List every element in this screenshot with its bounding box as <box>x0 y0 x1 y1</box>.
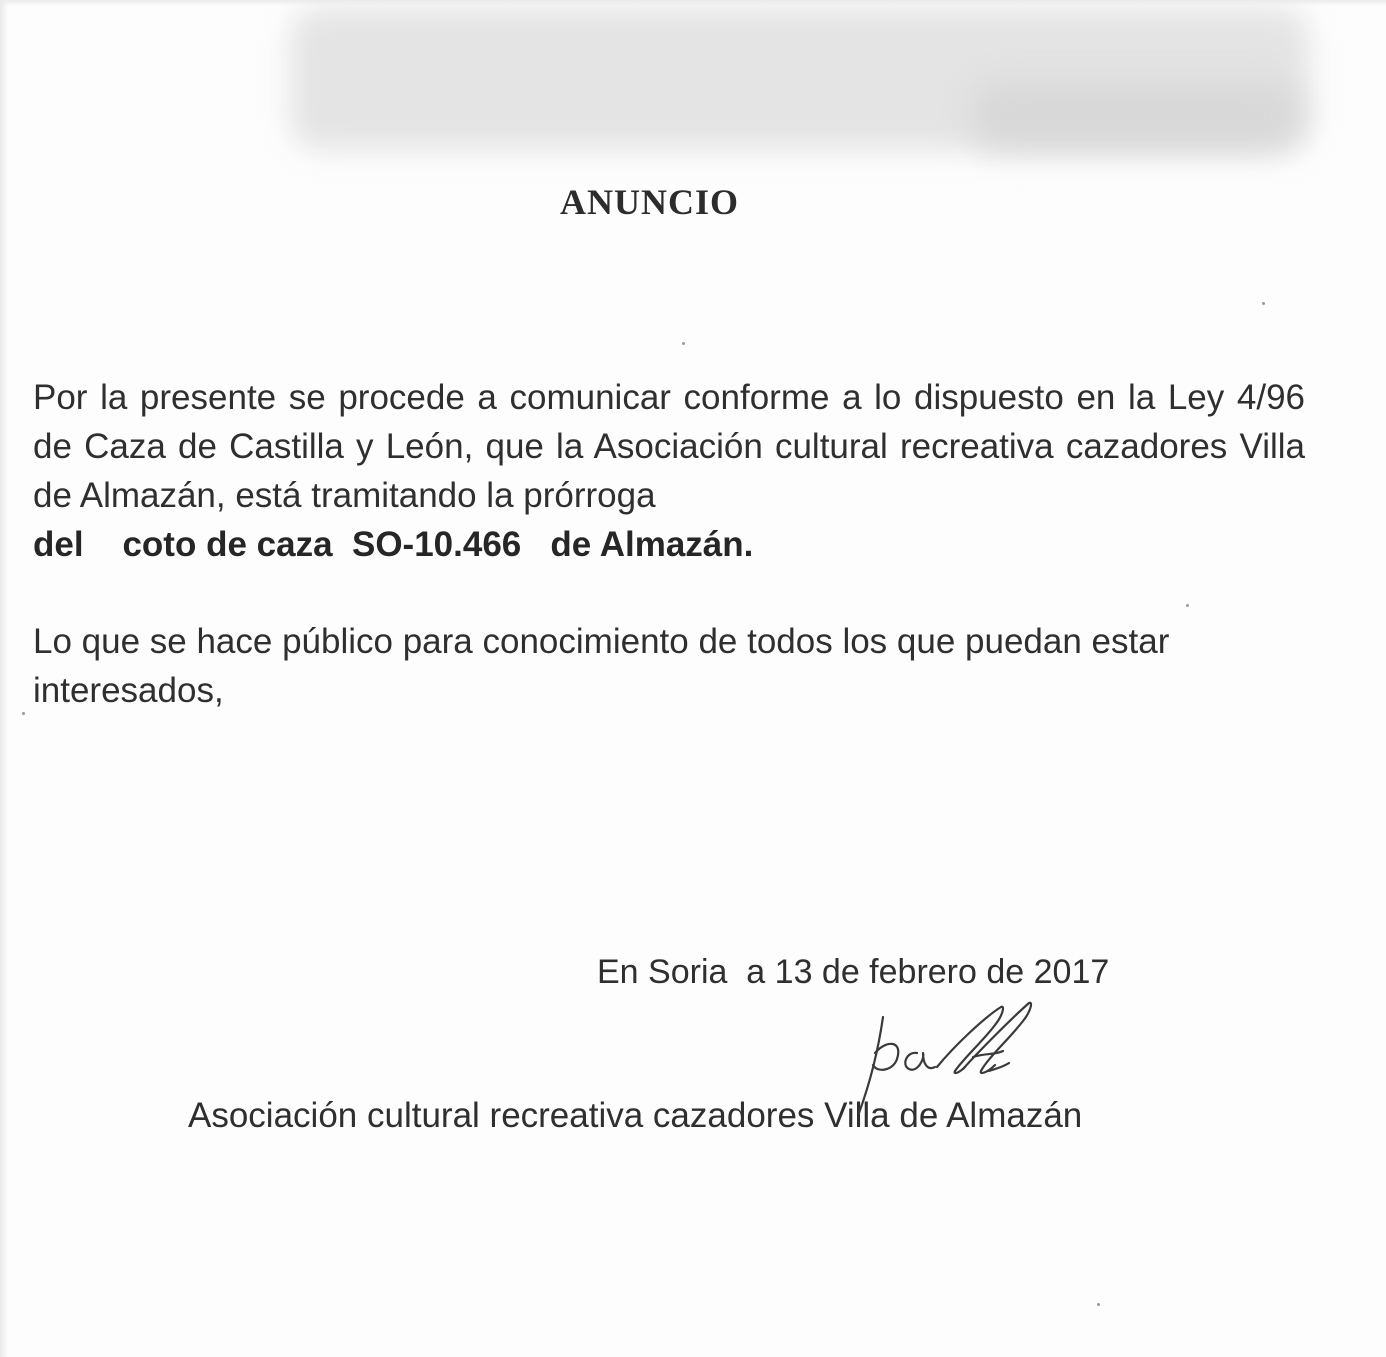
scan-speck <box>1262 302 1265 305</box>
publication-paragraph: Lo que se hace público para conocimiento de todos los que puedan estar interesados, <box>33 622 1170 710</box>
scan-speck <box>22 712 25 715</box>
scan-edge-top <box>0 0 1386 6</box>
scan-edge <box>0 0 8 1357</box>
document-title: ANUNCIO <box>560 182 740 222</box>
scan-speck <box>682 342 685 345</box>
scan-speck <box>1186 604 1189 607</box>
redacted-header-detail <box>970 80 1300 150</box>
hunting-reserve-reference: del coto de caza SO-10.466 de Almazán. <box>33 525 754 564</box>
handwritten-signature-icon <box>845 995 1045 1120</box>
signer-name: Asociación cultural recreativa cazadores Villa de Almazán <box>188 1096 1083 1135</box>
scan-speck <box>1097 1303 1100 1306</box>
announcement-text: Por la presente se procede a comunicar conforme a lo dispuesto en la Ley 4/96 de Caza de Castilla y León, que la Asociación cultural recreativa cazadores Villa de Almazán, está tramitando la prórroga <box>33 378 1305 515</box>
place-date-line: En Soria a 13 de febrero de 2017 <box>597 953 1110 991</box>
announcement-paragraph <box>33 373 1305 569</box>
